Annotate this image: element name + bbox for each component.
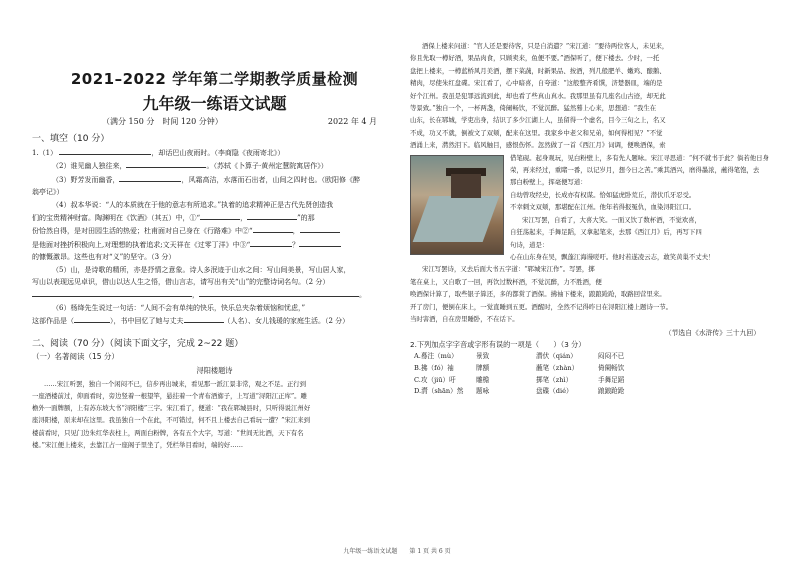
option-cell: 雕檐 bbox=[476, 375, 490, 384]
question-text: （人名）、女儿钱瑗的家庭生活。（2 分） bbox=[223, 317, 350, 326]
option-cell: 掷笔（zhì） bbox=[536, 375, 573, 384]
option-cell: C.攻（jiū）吁 bbox=[414, 375, 456, 384]
question-1-3-cont: 翁亭记》） bbox=[32, 188, 64, 197]
passage-line: 酒保上楼来问道：“官人还是要待客，只是自消遣？”宋江道：“要待两位客人，未见来， bbox=[422, 42, 669, 50]
question-1-4-line4 bbox=[32, 238, 397, 251]
passage-with-image bbox=[410, 152, 770, 288]
exam-date: 2022 年 4 月 bbox=[327, 117, 377, 126]
question-text: ，风霜高洁，水落而石出者，山间之四时也。（欧阳修《醉 bbox=[181, 175, 360, 184]
answer-blank[interactable] bbox=[32, 288, 192, 297]
passage-line: 精肉，尽使朱红盘碟。宋江看了，心中暗喜，自夸道：“这般整齐肴馔，济楚器皿，端的是 bbox=[410, 79, 663, 88]
question-1-4: （4）叔本华说：“人的本质就在于他的意志有所追求。”执着的追求精神正是古代先贤创造我 bbox=[52, 200, 334, 209]
passage-line: 笔在桌上，又自歌了一回，再饮过数杯酒，不觉沉醉，力不胜酒，便 bbox=[410, 277, 602, 286]
question-1-2 bbox=[32, 159, 397, 172]
passage-line: 句诗，道是： bbox=[510, 240, 549, 249]
passage-line: 借笔砚。起身观玩，见白粉壁上，多有先人题咏。宋江寻思道：“何不就书于此？倘若他日身 bbox=[510, 153, 769, 162]
question-1-4-line2 bbox=[32, 211, 397, 224]
option-d[interactable] bbox=[410, 386, 770, 398]
question-text: （2）谁见幽人独往来， bbox=[52, 162, 127, 171]
answer-blank[interactable] bbox=[299, 238, 341, 247]
answer-blank[interactable] bbox=[250, 238, 292, 247]
passage-line: 开了房门，便倒在床上，一觉直睡到五更。酒醒时，全然不记得昨日在浔阳江楼上题诗一节。 bbox=[410, 302, 673, 311]
option-cell: 蘸笔（zhàn） bbox=[536, 363, 579, 372]
question-text: 份恰然自得，是对田园生活的热爱；杜甫面对自己身在《行路难》中②“ bbox=[32, 227, 253, 236]
question-1-3 bbox=[32, 173, 397, 186]
question-text: 。（苏轼《卜算子·黄州定慧院寓居作》） bbox=[206, 162, 328, 171]
answer-blank[interactable] bbox=[184, 314, 224, 323]
tower-building bbox=[451, 174, 481, 198]
answer-blank[interactable] bbox=[119, 173, 181, 182]
question-text: 是他面对挫折积极向上,对理想的执着追求;文天祥在《过零丁洋》中③“ bbox=[32, 240, 251, 249]
question-1-5: （5）山，是诗歌的精所，亦是抒情之意象。诗人多泯迹于山水之间：写山间美景，写山居人家， bbox=[52, 265, 351, 274]
exam-meta bbox=[32, 116, 397, 127]
exam-title: 2021–2022 学年第二学期教学质量检测 bbox=[70, 70, 359, 88]
question-1-6: （6）杨绛先生说过一句话：“人间不会有单纯的快乐，快乐总夹杂着烦恼和忧虑，” bbox=[52, 303, 306, 312]
passage-line: 好个江州。我虽是犯罪远流到此，却也看了些真山真水。我那里虽有几座名山古迹，却无此 bbox=[410, 91, 666, 100]
exam-info: （满分 150 分 时间 120 分钟） bbox=[102, 117, 223, 126]
passage-line: 你且先取一樽好酒，果品肉食，只顾卖来，鱼便不要。”酒保听了，便下楼去。少时，一托 bbox=[410, 54, 660, 63]
answer-blank[interactable] bbox=[199, 288, 359, 297]
passage-line: 盘把上楼来，一樽蓝桥风月美酒，摆下菜蔬，时新果品、按酒，列几般肥羊、嫩鸡、酿鹅、 bbox=[410, 66, 666, 75]
answer-blank[interactable] bbox=[200, 211, 240, 220]
answer-blank[interactable] bbox=[126, 159, 206, 168]
question-text: ， bbox=[240, 214, 248, 223]
question-text: （3）野芳发而幽香， bbox=[52, 175, 120, 184]
passage-line: 那白粉壁上，挥毫便写道： bbox=[510, 178, 587, 187]
xunyang-tower-illustration bbox=[410, 155, 504, 255]
passage-line: 荣，再来经过，重睹一番，以记岁月，想今日之苦。”乘其酒兴，磨得墨浓，蘸得笔饱，去 bbox=[510, 166, 760, 175]
passage-line: 宋江写罢诗，又去后面大书五字道：“郓城宋江作”。写罢，掷 bbox=[422, 265, 595, 274]
question-text: ，却话巴山夜雨时。（李商隐《夜雨寄北》） bbox=[151, 149, 285, 157]
answer-blank[interactable] bbox=[300, 224, 340, 233]
passage-source: （节选自《水浒传》三十九回） bbox=[664, 329, 760, 338]
passage-line: 自狂荡起来，手舞足蹈，又拿起笔来，去那《西江月》后，再写下四 bbox=[510, 228, 702, 237]
passage-line: 酒涌上来，潸然泪下。临风触目，感恨伤怀。忽然做了一首《西江月》词调，便唤酒保，索 bbox=[410, 141, 666, 150]
option-cell: D.潸（shān）然 bbox=[414, 387, 464, 396]
answer-blank[interactable] bbox=[247, 211, 297, 220]
passage-line: 座浔阳楼，原来却在这里。我虽独自一个在此，不可错过，何不且上楼去自己看玩一遭？”宋江来到 bbox=[32, 416, 311, 425]
option-cell: A.蓦注（mù） bbox=[414, 352, 458, 361]
question-text: ， bbox=[292, 227, 300, 236]
poem-line: 心在山东身在吴，飘蓬江海谩嗟吁。他时若遂凌云志，敢笑黄巢不丈夫！ bbox=[510, 252, 715, 261]
passage-line: 宋江写罢，自看了，大喜大笑。一面又饮了数杯酒，不觉欢喜， bbox=[522, 215, 701, 224]
question-1-6-line2 bbox=[32, 314, 397, 327]
part1-heading: 一、填空（10 分） bbox=[32, 134, 110, 144]
option-cell: 潜伏（qián） bbox=[536, 352, 577, 361]
poem-line: 不幸刺文双颊，那堪配在江州。他年若得报冤仇，血染浔阳江口。 bbox=[510, 203, 696, 212]
question-1-4-line5: 的慷慨激昂。这些也有对“义”的坚守。（3 分） bbox=[32, 253, 176, 262]
question-text: ），书中回忆了她与丈夫 bbox=[110, 317, 184, 326]
option-cell: 题咏 bbox=[476, 387, 490, 396]
question-text: ？ bbox=[292, 240, 300, 249]
poem-line: 自幼曾攻经史，长成亦有权谋。恰如猛虎卧荒丘，潜伏爪牙忍受。 bbox=[510, 190, 696, 199]
right-column bbox=[410, 40, 770, 398]
question-1-5-blanks: ， 。 bbox=[32, 288, 397, 301]
option-a[interactable] bbox=[410, 351, 770, 363]
river-shape bbox=[413, 196, 500, 242]
question-text: 们的宝贵精神财富。陶渊明在《饮酒》（其五）中，①“ bbox=[32, 214, 201, 223]
passage-line: 檐外一面牌额，上有苏东坡大书“浔阳楼”三字。宋江看了，便道：“我在郓城县时，只听得说江州好 bbox=[32, 404, 311, 413]
passage-title: 浔阳楼题诗 bbox=[196, 365, 233, 375]
part2-heading: 二、阅读（70 分）（阅读下面文字，完成 2~22 题） bbox=[32, 338, 244, 349]
passage-line: 楼。”宋江便上楼来，去靠江占一座阁子里坐了，凭栏举目看时，端的好…… bbox=[32, 440, 243, 449]
question-1-5-line2: 写山以表现远见卓识，借山以达人生之悟，借山言志，请写出有关“山”的完整诗词名句。（2 分） bbox=[32, 278, 330, 287]
question-2-stem: 2.下列加点字字音或字形有误的一项是（ ）（3 分） bbox=[410, 340, 586, 350]
answer-blank[interactable] bbox=[74, 314, 110, 323]
option-cell: B.拂（fó）袖 bbox=[414, 363, 454, 372]
passage-line: 不成，功又不就，倒被文了双颊，配来在这里。我家乡中老父和兄弟，如何得相见？”不觉 bbox=[410, 128, 663, 137]
option-cell: 手舞足蹈 bbox=[598, 375, 625, 384]
question-text: ”的那 bbox=[297, 214, 315, 223]
answer-blank[interactable] bbox=[59, 146, 151, 155]
option-cell: 盘碟（dié） bbox=[536, 387, 573, 396]
passage-line: 唤酒保计算了，取些银子算还，多的都赏了酒保。拂袖下楼来，踉踉跄跄，取路回营里来。 bbox=[410, 290, 666, 299]
left-column bbox=[32, 58, 397, 451]
exam-subtitle: 九年级一练语文试题 bbox=[142, 94, 287, 113]
option-c[interactable] bbox=[410, 375, 770, 387]
passage-line: 当时害酒，自在房里睡卧，不在话下。 bbox=[410, 314, 519, 323]
option-cell: 闷闷不已 bbox=[598, 352, 625, 361]
part2-sub1: （一）名著阅读（15 分） bbox=[32, 351, 119, 361]
option-cell: 景致 bbox=[476, 352, 490, 361]
question-text: 这部作品是（ bbox=[32, 317, 74, 326]
passage-line: ……宋江听罢，独自一个闲闷不已，信步再出城来，看见那一派江景非常，观之不足。正行到 bbox=[44, 379, 307, 388]
page-footer: 九年级一练语文试题 第 1 页 共 6 页 bbox=[343, 548, 451, 555]
option-b[interactable] bbox=[410, 363, 770, 375]
option-cell: 倚阑畅饮 bbox=[598, 363, 625, 372]
passage-line: 山东，长在郓城，学吏出身，结识了多少江湖上人，虽留得一个虚名，目今三旬之上，名又 bbox=[410, 116, 666, 125]
answer-blank[interactable] bbox=[253, 224, 293, 233]
question-1-1 bbox=[32, 146, 397, 159]
question-number: 1.（1） bbox=[32, 149, 58, 157]
option-cell: 牌额 bbox=[476, 363, 490, 372]
question-1-4-line3 bbox=[32, 224, 397, 237]
passage-line: 一座酒楼前过，仰面看时，旁边竖着一根望竿，悬挂着一个青布酒旆子，上写道“浔阳江正库”。雕 bbox=[32, 391, 307, 400]
passage-line: 楼前看时，只见门边朱红华表柱上，两面白粉牌，各有五个大字，写道：“世间无比酒，天下有名 bbox=[32, 428, 304, 437]
passage-line: 等景致。”独自一个，一杯两盏，倚阑畅饮，不觉沉醉。猛然蓦上心来，思想道：“我生在 bbox=[410, 104, 657, 113]
option-cell: 踉踉跄跄 bbox=[598, 387, 625, 396]
